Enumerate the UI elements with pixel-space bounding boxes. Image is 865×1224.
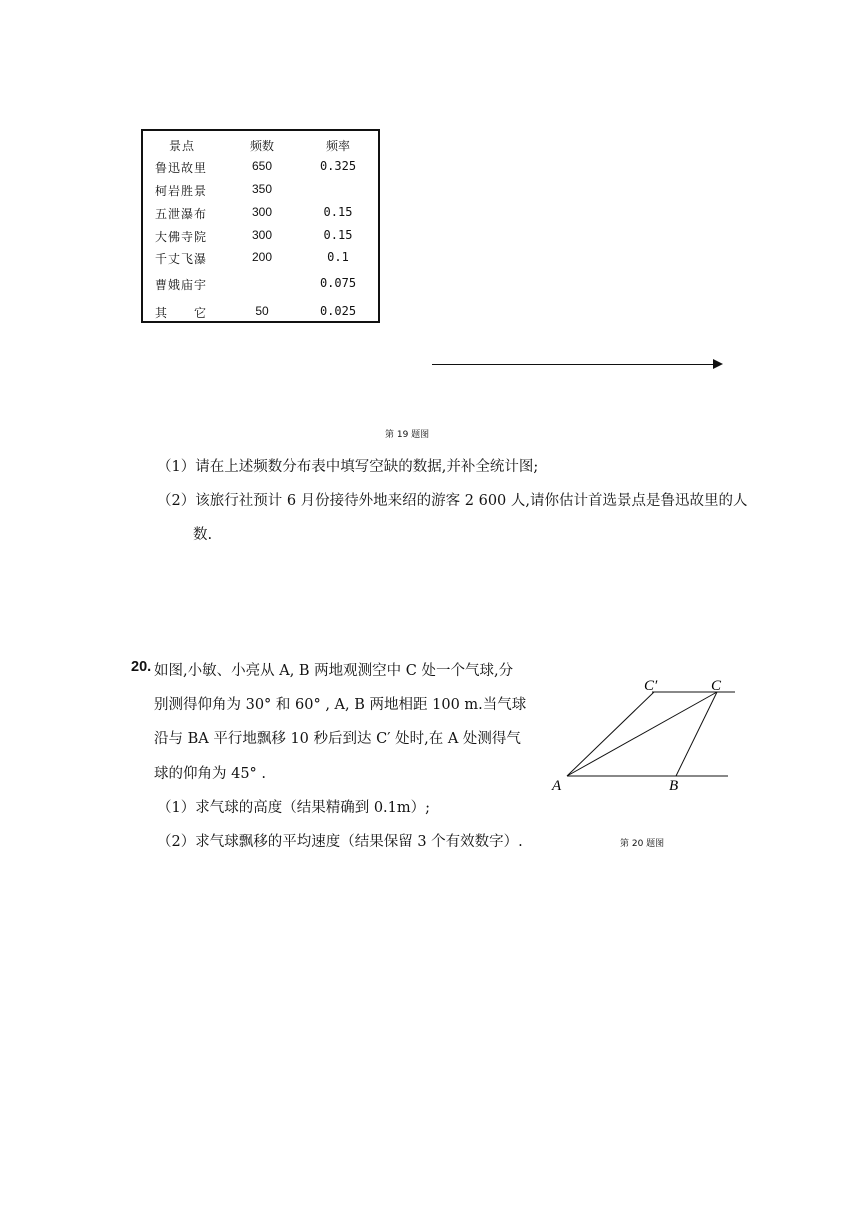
header-spot: 景点 bbox=[169, 139, 196, 153]
row-name: 柯岩胜景 bbox=[155, 184, 208, 198]
row-freq: 300 bbox=[251, 205, 273, 219]
q20-line1: 如图,小敏、小亮从 A, B 两地观测空中 C 处一个气球,分 bbox=[154, 663, 514, 679]
row-freq: 300 bbox=[251, 228, 273, 242]
figure-19-caption: 第 19 题图 bbox=[385, 430, 430, 440]
row-rate: 0.15 bbox=[323, 228, 353, 242]
q19-part2-line2: 数. bbox=[193, 527, 213, 543]
segment-a-cprime bbox=[567, 692, 654, 776]
row-rate: 0.1 bbox=[327, 250, 349, 264]
row-rate: 0.025 bbox=[319, 304, 357, 318]
q20-line3: 沿与 BA 平行地飘移 10 秒后到达 C′ 处时,在 A 处测得气 bbox=[154, 731, 521, 747]
row-freq: 200 bbox=[251, 250, 273, 264]
row-rate: 0.325 bbox=[319, 159, 357, 173]
q19-part1: （1）请在上述频数分布表中填写空缺的数据,并补全统计图; bbox=[157, 459, 539, 475]
row-name: 其 它 bbox=[155, 306, 208, 320]
label-c: C bbox=[711, 678, 722, 694]
row-rate: 0.15 bbox=[323, 205, 353, 219]
row-freq: 50 bbox=[255, 304, 269, 318]
label-c-prime: C′ bbox=[644, 678, 658, 694]
q20-part2: （2）求气球飘移的平均速度（结果保留 3 个有效数字）. bbox=[157, 834, 523, 850]
q20-line2: 别测得仰角为 30° 和 60° , A, B 两地相距 100 m.当气球 bbox=[154, 697, 527, 713]
header-frequency: 频数 bbox=[249, 139, 274, 153]
row-name: 千丈飞瀑 bbox=[155, 252, 208, 266]
row-name: 曹娥庙宇 bbox=[155, 278, 208, 292]
q20-number: 20. bbox=[131, 659, 152, 675]
row-rate: 0.075 bbox=[319, 276, 357, 290]
row-name: 鲁迅故里 bbox=[155, 161, 208, 175]
row-name: 大佛寺院 bbox=[155, 230, 208, 244]
segment-b-c bbox=[676, 692, 717, 776]
header-rate: 频率 bbox=[325, 139, 350, 153]
q19-part2-line1: （2）该旅行社预计 6 月份接待外地来绍的游客 2 600 人,请你估计首选景点是鲁迅故里的人 bbox=[157, 493, 748, 509]
row-name: 五泄瀑布 bbox=[155, 207, 208, 221]
label-b: B bbox=[669, 778, 679, 794]
label-a: A bbox=[552, 778, 562, 794]
segment-a-c bbox=[567, 692, 717, 776]
row-freq: 350 bbox=[251, 182, 273, 196]
q20-line4: 球的仰角为 45° . bbox=[154, 766, 267, 782]
q20-part1: （1）求气球的高度（结果精确到 0.1m）; bbox=[157, 800, 431, 816]
row-freq: 650 bbox=[251, 159, 273, 173]
figure-20-caption: 第 20 题图 bbox=[620, 839, 665, 849]
